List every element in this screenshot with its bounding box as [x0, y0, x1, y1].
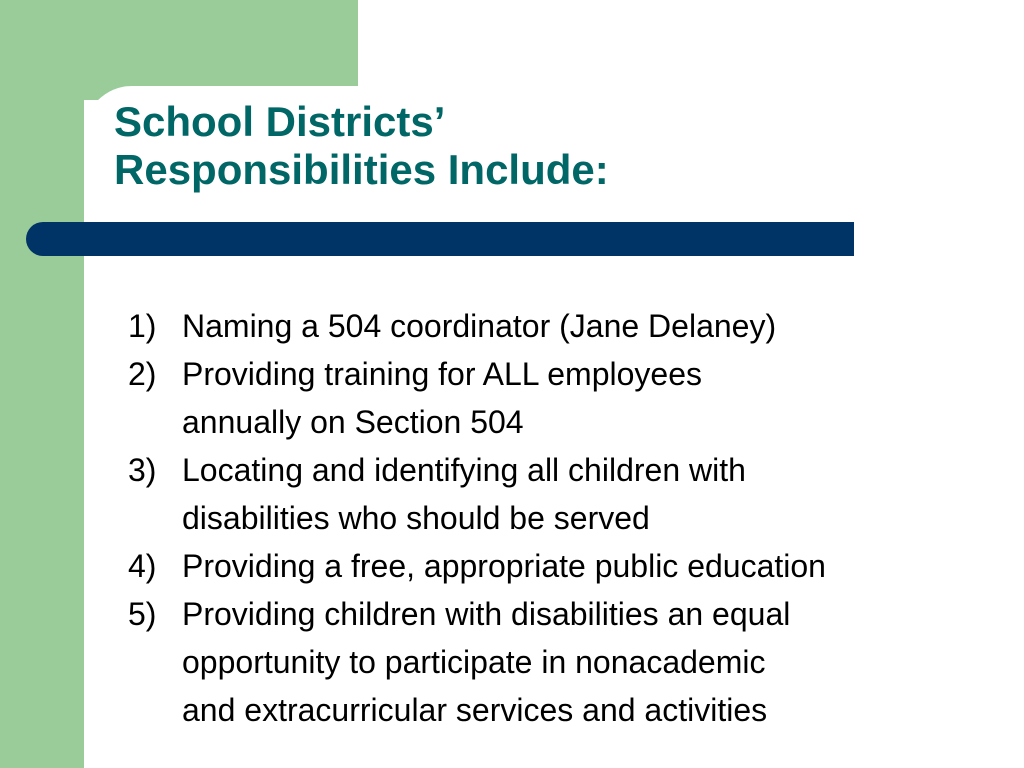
decorative-green-side-bar	[0, 0, 84, 768]
list-item-text	[182, 542, 826, 590]
list-item-line: Providing training for ALL employees	[182, 356, 702, 392]
list-item-number: 2)	[128, 356, 157, 392]
list-item-text	[182, 590, 790, 734]
list-item	[128, 542, 826, 590]
list-item-number: 5)	[128, 596, 157, 632]
list-item-text	[182, 302, 776, 350]
list-item-line: Providing a free, appropriate public education	[182, 548, 826, 584]
list-item-line: Naming a 504 coordinator (Jane Delaney)	[182, 308, 777, 344]
list-item-line: opportunity to participate in nonacademic	[182, 644, 766, 680]
slide-title	[114, 98, 609, 194]
list-item-text	[182, 446, 746, 542]
list-item	[128, 350, 826, 446]
accent-bar	[26, 222, 854, 256]
list-item-line: Providing children with disabilities an equal	[182, 596, 791, 632]
list-item-line: Locating and identifying all children with	[182, 452, 746, 488]
list-item-line: and extracurricular services and activities	[182, 692, 768, 728]
list-item-text	[182, 350, 702, 446]
list-item-line: annually on Section 504	[182, 404, 524, 440]
responsibilities-list	[128, 302, 826, 734]
list-item-number: 4)	[128, 548, 157, 584]
list-item-number: 1)	[128, 308, 157, 344]
list-item	[128, 302, 826, 350]
list-item	[128, 446, 826, 542]
list-item	[128, 590, 826, 734]
slide-title-line: Responsibilities Include:	[114, 146, 609, 193]
list-item-line: disabilities who should be served	[182, 500, 650, 536]
slide-title-line: School Districts’	[114, 98, 446, 145]
list-item-number: 3)	[128, 452, 157, 488]
